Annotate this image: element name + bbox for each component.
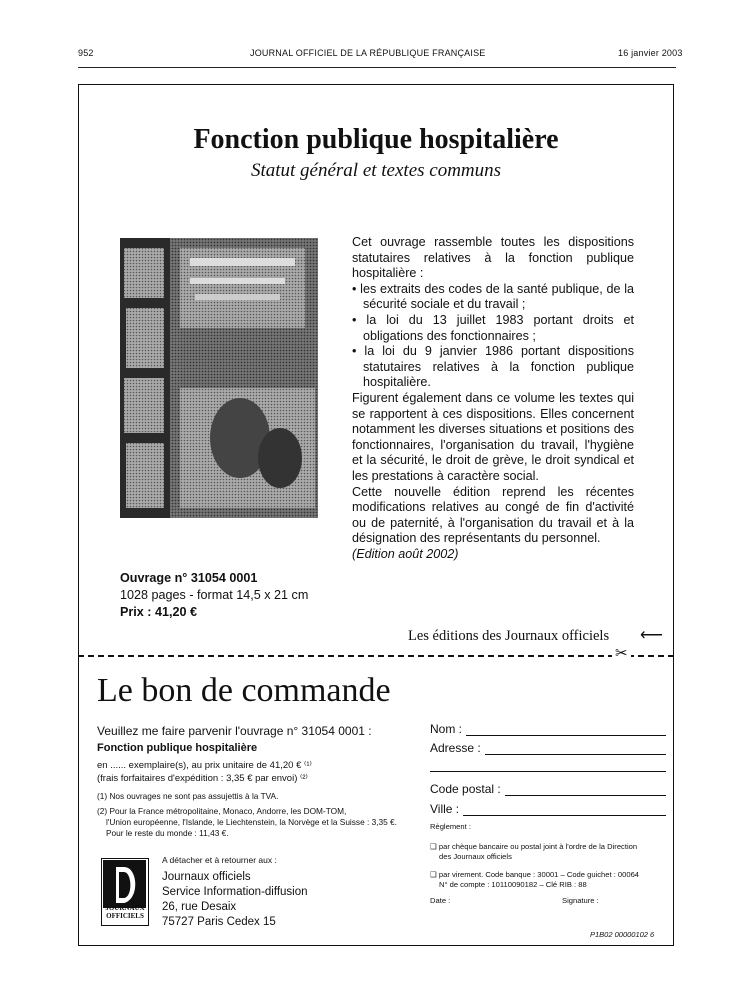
ville-field[interactable] <box>463 805 666 816</box>
scissors-icon: ✂ <box>612 645 631 663</box>
shipping-line: (frais forfaitaires d'expédition : 3,35 € par envoi) ⁽²⁾ <box>97 773 308 784</box>
page-number: 952 <box>78 48 94 58</box>
adresse-field-line2[interactable] <box>430 761 666 772</box>
list-item: • la loi du 9 janvier 1986 portant dispositions statutaires relatives à la fonction publique hospitalière. <box>352 344 634 390</box>
ville-label: Ville : <box>430 802 460 816</box>
cover-illustration <box>120 238 318 518</box>
header-rule <box>78 67 676 68</box>
arrow-left-icon: ⟵ <box>640 627 663 644</box>
payment-section <box>430 822 670 908</box>
adresse-field[interactable] <box>485 744 666 755</box>
signature-label: Signature : <box>562 896 599 905</box>
code-postal-field[interactable] <box>505 785 666 796</box>
customer-form <box>430 722 666 822</box>
payment-option-virement-cont: N° de compte : 10110090182 – Clé RIB : 88 <box>439 880 587 889</box>
reference-number: Ouvrage n° 31054 0001 <box>120 571 258 585</box>
logo-text: JOURNAUX OFFICIELS <box>105 904 145 920</box>
order-line: Veuillez me faire parvenir l'ouvrage n° 31054 0001 : <box>97 724 372 738</box>
adresse-label: Adresse : <box>430 741 481 755</box>
nom-field[interactable] <box>466 725 666 736</box>
address-line: 26, rue Desaix <box>162 901 237 913</box>
edition-note: (Edition août 2002) <box>352 546 459 561</box>
list-item: • la loi du 13 juillet 1983 portant droits et obligations des fonctionnaires ; <box>352 312 634 343</box>
detach-instruction: A détacher et à retourner aux : <box>162 855 277 865</box>
order-book-title: Fonction publique hospitalière <box>97 742 258 754</box>
address-line: 75727 Paris Cedex 15 <box>162 916 276 928</box>
book-subtitle: Statut général et textes communs <box>250 160 502 181</box>
footnote-2: (2) Pour la France métropolitaine, Monaco, Andorre, les DOM-TOM, <box>97 806 347 816</box>
description-paragraph: Figurent également dans ce volume les textes qui se rapportent à ces dispositions. Elles concernent notamment les diverses situations et positions des fonctionnaires, l'organisation du travail, l'hygiène et la sécurité, le droit de grève, le droit syndical et les prestations à caractère social. <box>352 390 634 483</box>
book-cover-image <box>120 238 318 518</box>
footnote-1: (1) Nos ouvrages ne sont pas assujettis à la TVA. <box>97 791 279 801</box>
cut-line <box>78 655 674 657</box>
reglement-label: Règlement : <box>430 822 471 831</box>
description-intro: Cet ouvrage rassemble toutes les dispositions statutaires relatives à la fonction publique hospitalière : <box>352 235 634 281</box>
payment-option-cheque[interactable]: ❑ par chèque bancaire ou postal joint à l'ordre de la Direction <box>430 842 638 851</box>
issue-date: 16 janvier 2003 <box>618 48 683 58</box>
address-line: Journaux officiels <box>162 871 251 883</box>
book-format: 1028 pages - format 14,5 x 21 cm <box>120 588 309 602</box>
footnote-2-cont: l'Union européenne, l'Islande, le Liechtenstein, la Norvège et la Suisse : 3,35 €. <box>106 817 397 827</box>
journal-title: JOURNAL OFFICIEL DE LA RÉPUBLIQUE FRANÇAISE <box>250 48 486 58</box>
address-line: Service Information-diffusion <box>162 886 308 898</box>
list-item: • les extraits des codes de la santé publique, de la sécurité sociale et du travail ; <box>352 281 634 312</box>
book-title: Fonction publique hospitalière <box>193 124 559 155</box>
postal-address <box>162 854 308 930</box>
book-price: Prix : 41,20 € <box>120 605 198 619</box>
order-quantity-line: en ...... exemplaire(s), au prix unitaire de 41,20 € ⁽¹⁾ <box>97 760 312 771</box>
payment-option-cheque-cont: des Journaux officiels <box>439 852 512 861</box>
footnote-2-cont: Pour le reste du monde : 11,43 €. <box>106 828 229 838</box>
description-paragraph: Cette nouvelle édition reprend les récentes modifications relatives au congé de fin d'activité ou de paternité, à l'organisation du travail et à la désignation des représentants du personnel. <box>352 484 634 546</box>
date-label: Date : <box>430 896 451 905</box>
publisher-line: Les éditions des Journaux officiels <box>408 628 610 644</box>
nom-label: Nom : <box>430 722 463 736</box>
order-details <box>97 724 407 839</box>
book-description <box>352 235 634 562</box>
order-heading: Le bon de commande <box>97 672 391 709</box>
contents-list <box>352 282 634 391</box>
form-reference-code: P1B02 00000102 6 <box>590 930 655 939</box>
payment-option-virement[interactable]: ❑ par virement. Code banque : 30001 – Code guichet : 00064 <box>430 870 640 879</box>
book-reference <box>120 570 308 621</box>
code-postal-label: Code postal : <box>430 782 501 796</box>
